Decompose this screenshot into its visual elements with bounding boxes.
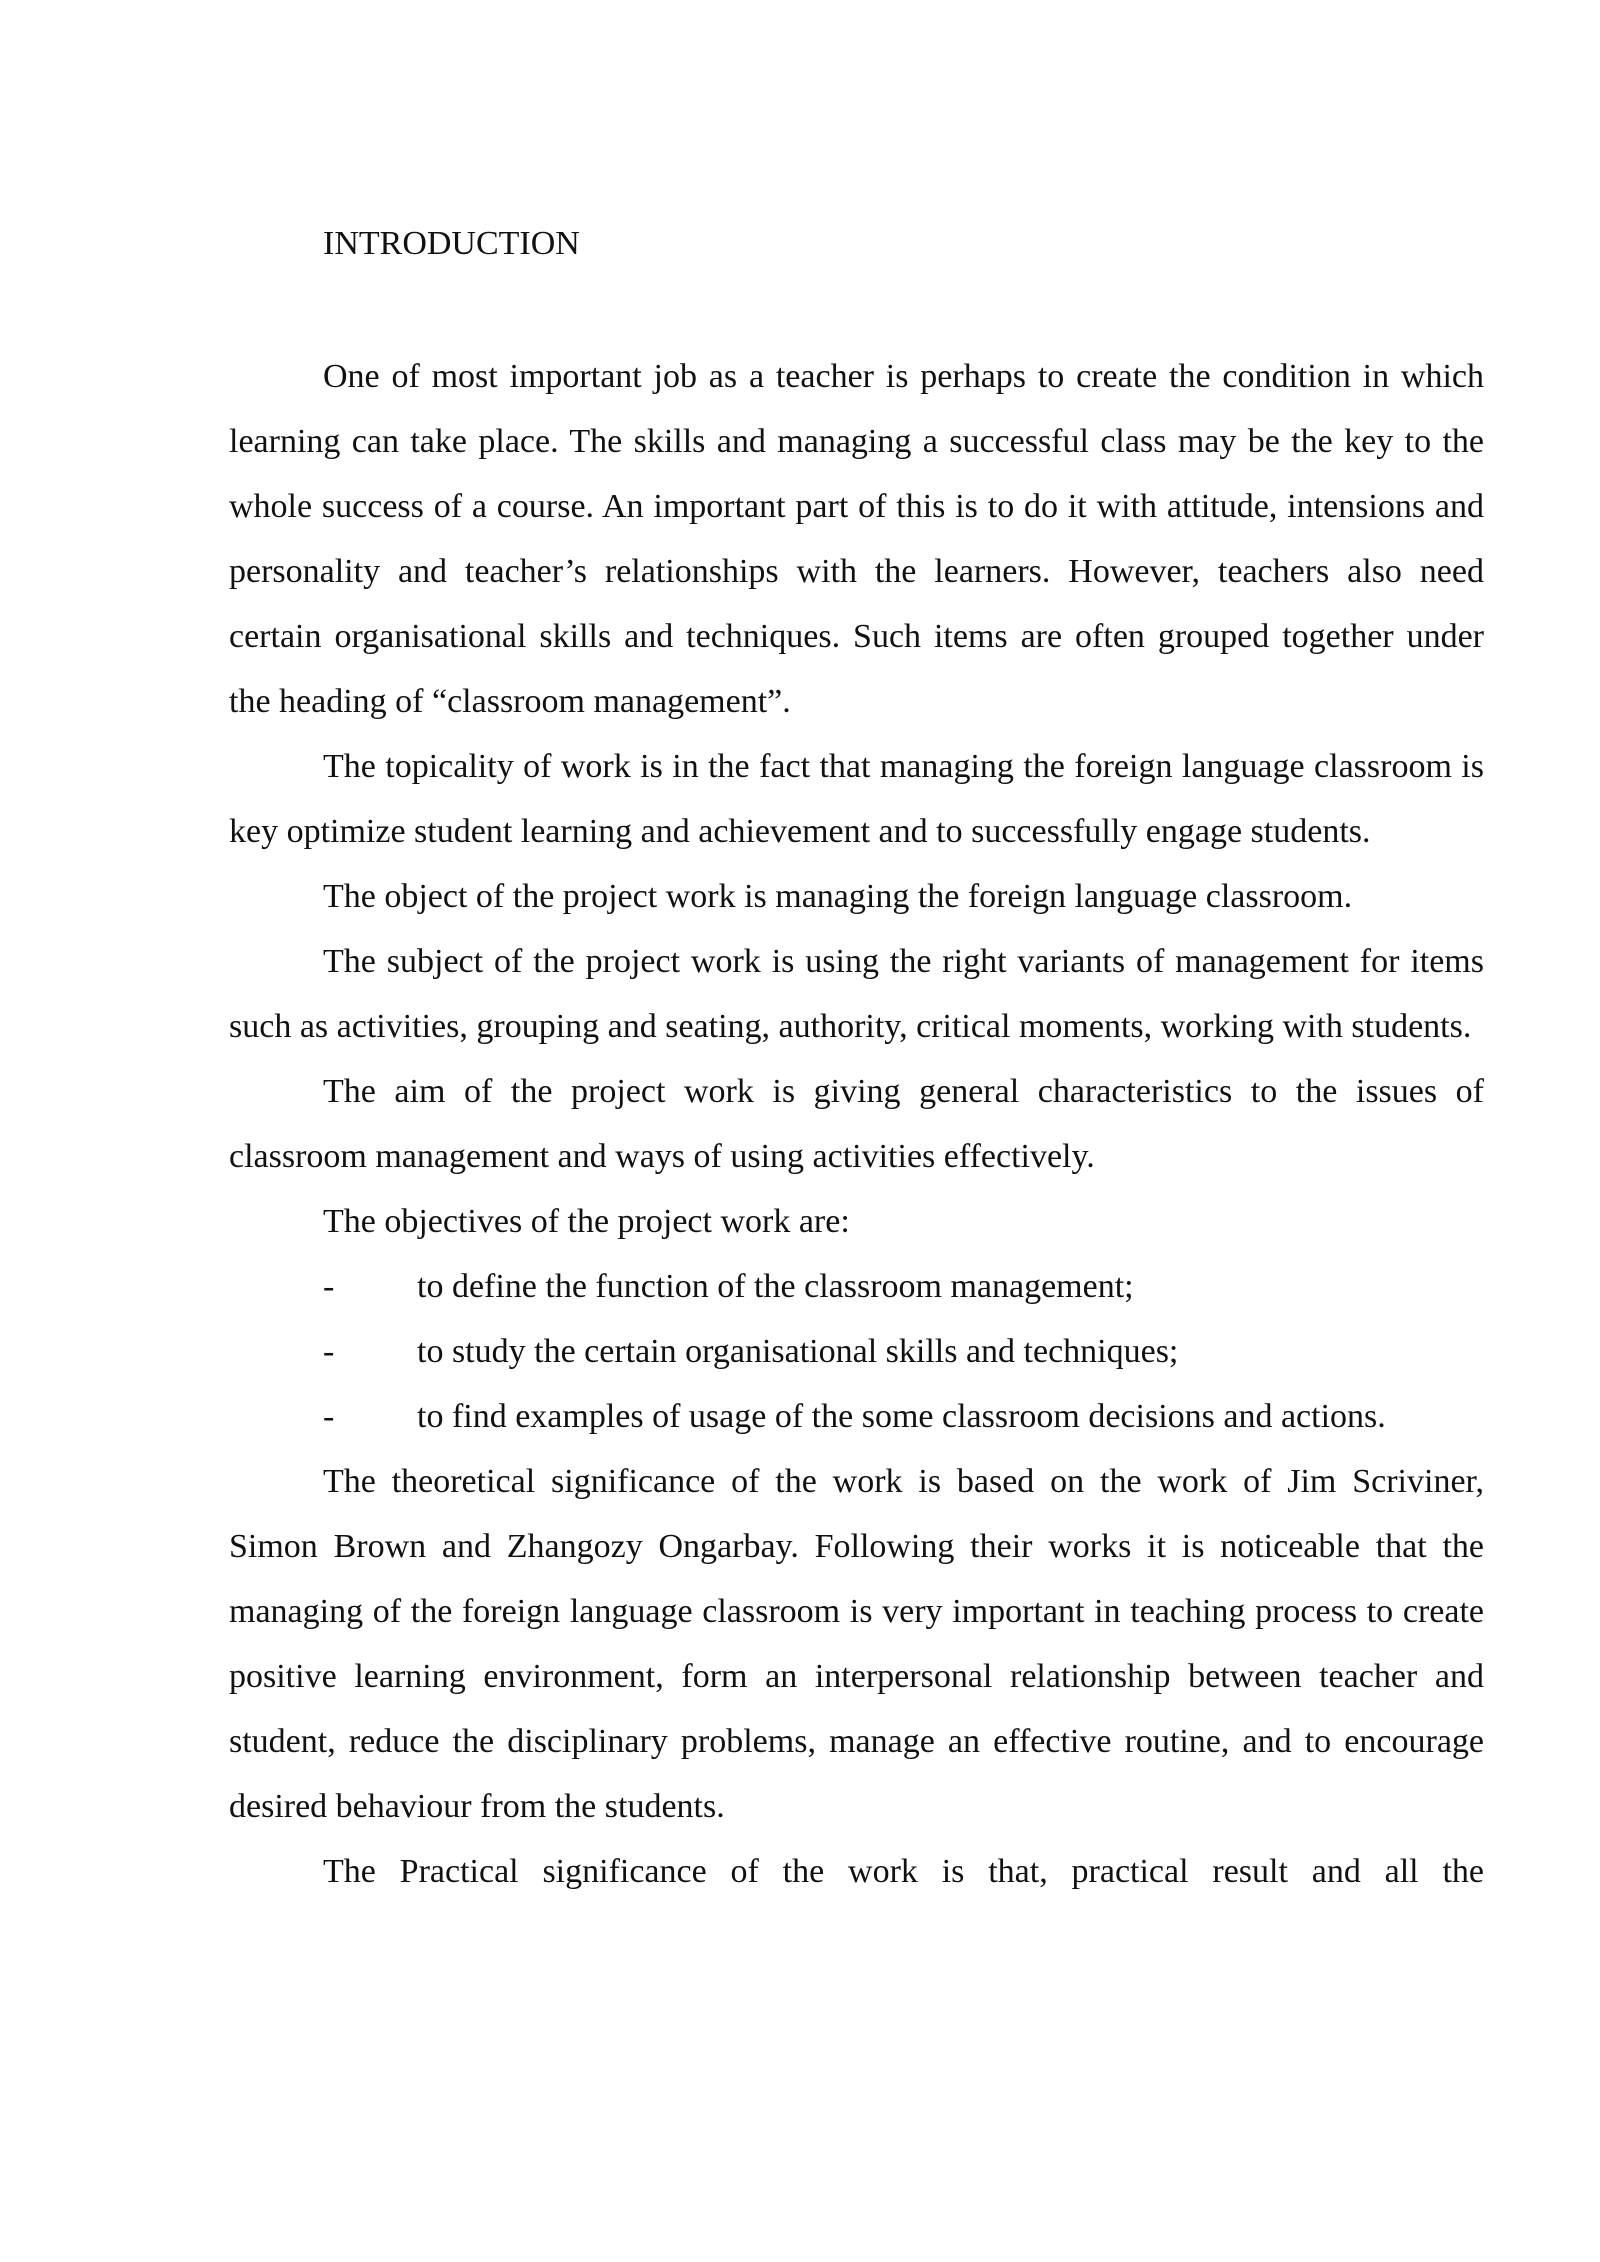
paragraph-theoretical-significance: The theoretical significance of the work is based on the work of Jim Scriviner, Simon Brown and Zhangozy Ongarbay. Following their works it is noticeable that the managing of the foreign language classroom is very important in teaching process to create positive learning environment, form an interpersonal relationship between teacher and student, reduce the disciplinary problems, manage an effective routine, and to encourage desired behaviour from the students. — [229, 1463, 1484, 1825]
paragraph-intro: One of most important job as a teacher is perhaps to create the condition in which learning can take place. The skills and managing a successful class may be the key to the whole success of a course. An important part of this is to do it with attitude, intensions and personality and teacher’s relationships with the learners. However, teachers also need certain organisational skills and techniques. Such items are often grouped together under the heading of “classroom management”. — [229, 358, 1484, 720]
list-item — [229, 1254, 1484, 1319]
document-body — [229, 214, 1484, 1904]
objectives-list — [229, 1254, 1484, 1449]
paragraph-subject: The subject of the project work is using the right variants of management for items such as activities, grouping and seating, authority, critical moments, working with students. — [229, 943, 1484, 1045]
page-title: INTRODUCTION — [323, 225, 580, 262]
list-dash: - — [323, 1268, 335, 1305]
list-dash: - — [323, 1398, 335, 1435]
list-item-text: to define the function of the classroom management; — [417, 1268, 1134, 1305]
paragraph-aim: The aim of the project work is giving general characteristics to the issues of classroom management and ways of using activities effectively. — [229, 1073, 1484, 1175]
paragraph-object: The object of the project work is managing the foreign language classroom. — [323, 878, 1353, 915]
list-item — [229, 1384, 1484, 1449]
paragraph-topicality: The topicality of work is in the fact that managing the foreign language classroom is key optimize student learning and achievement and to successfully engage students. — [229, 748, 1484, 850]
list-dash: - — [323, 1333, 335, 1370]
list-item — [229, 1319, 1484, 1384]
list-item-text: to find examples of usage of the some classroom decisions and actions. — [417, 1398, 1386, 1435]
paragraph-practical-significance: The Practical significance of the work is that, practical result and all the — [323, 1853, 1484, 1890]
paragraph-objectives-lead: The objectives of the project work are: — [323, 1203, 850, 1240]
list-item-text: to study the certain organisational skills and techniques; — [417, 1333, 1179, 1370]
